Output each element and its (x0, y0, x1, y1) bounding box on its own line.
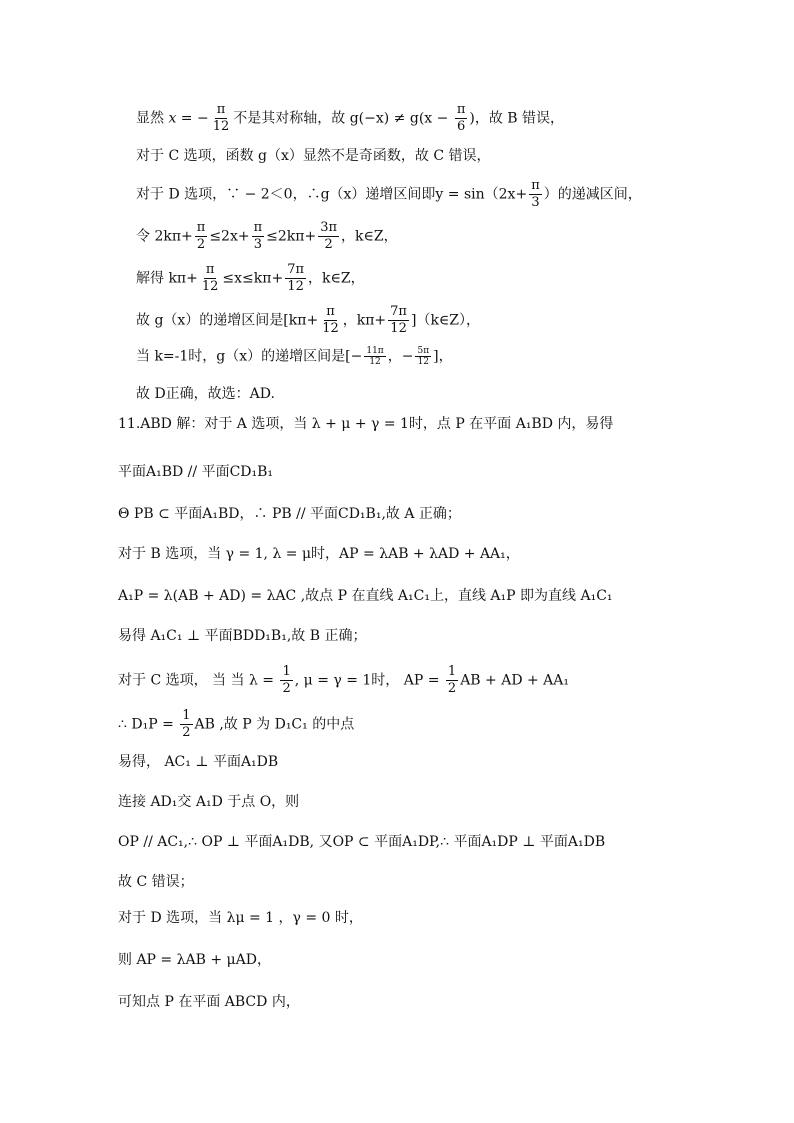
denominator: 2 (196, 237, 206, 252)
denominator: 2 (447, 681, 457, 696)
denominator: 12 (287, 279, 304, 294)
line-3 (136, 178, 642, 211)
denominator: 12 (322, 321, 339, 336)
line-23: 可知点 P 在平面 ABCD 内， (118, 994, 300, 1010)
line-14: 易得 A₁C₁ ⊥ 平面BDD₁B₁,故 B 正确； (118, 628, 367, 644)
numerator: 7π (287, 262, 305, 277)
text: ∴ D₁P = (118, 716, 179, 733)
line-17: 易得， AC₁ ⊥ 平面A₁DB (118, 754, 279, 770)
text: 不是其对称轴，故 g(−x) ≠ g(x − (233, 110, 453, 127)
fraction (415, 346, 431, 367)
fraction (195, 220, 208, 253)
line-6 (136, 304, 480, 337)
fraction (252, 220, 265, 253)
math: x = − (168, 110, 209, 127)
fraction (285, 262, 306, 295)
denominator: 2 (182, 725, 191, 740)
text: )，故 B 错误， (469, 110, 565, 127)
fraction (200, 262, 221, 295)
fraction (529, 178, 542, 211)
denominator: 12 (212, 119, 230, 134)
text: 令 2kπ+ (136, 228, 193, 245)
fraction (280, 664, 292, 697)
text: ≤x≤kπ+ (222, 270, 284, 287)
text: ，k∈Z， (341, 228, 398, 245)
line-8: 故 D正确，故选：AD. (136, 386, 275, 402)
text: ≤2x+ (209, 228, 250, 245)
text: 对于 C 选项， 当 当 λ = (118, 672, 279, 689)
denominator: 2 (324, 237, 333, 252)
line-9: 11.ABD 解：对于 A 选项，当 λ + μ + γ = 1时，点 P 在平面 A₁BD 内，易得 (118, 416, 614, 432)
numerator: π (205, 262, 215, 277)
fraction (180, 708, 192, 741)
numerator: π (531, 178, 540, 193)
fraction (388, 304, 409, 337)
fraction (320, 304, 341, 337)
line-13: A₁P = λ(AB + AD) = λAC ,故点 P 在直线 A₁C₁上，直线 A₁P 即为直线 A₁C₁ (118, 588, 613, 604)
numerator: 1 (282, 664, 291, 679)
numerator: π (196, 220, 206, 235)
text: AB ,故 P 为 D₁C₁ 的中点 (194, 716, 355, 733)
text: 故 g（x）的递增区间是[kπ+ (136, 312, 319, 329)
text: , μ = γ = 1时， AP = (294, 672, 444, 689)
numerator: 3π (320, 220, 338, 235)
denominator: 6 (456, 119, 466, 134)
line-15 (118, 664, 569, 697)
line-5 (136, 262, 365, 295)
numerator: 5π (417, 346, 430, 356)
text: 解得 kπ+ (136, 270, 198, 287)
fraction (211, 102, 232, 135)
text: 当 k=-1时，g（x）的递增区间是[− (136, 348, 363, 365)
numerator: 11π (366, 346, 384, 356)
line-21: 对于 D 选项，当 λμ = 1 ，γ = 0 时， (118, 910, 363, 926)
line-2: 对于 C 选项，函数 g（x）显然不是奇函数，故 C 错误， (136, 148, 491, 164)
denominator: 3 (253, 237, 262, 252)
numerator: π (456, 102, 466, 117)
text: ≤2kπ+ (266, 228, 317, 245)
numerator: 1 (447, 664, 457, 679)
numerator: 7π (390, 304, 407, 319)
text: 对于 D 选项，∵ − 2＜0，∴g（x）递增区间即y = sin（2x+ (136, 186, 528, 203)
numerator: π (216, 102, 226, 117)
line-1 (136, 102, 564, 135)
text: ]， (433, 348, 453, 365)
text: AB + AD + AA₁ (460, 672, 570, 689)
line-11: Θ PB ⊂ 平面A₁BD，∴ PB // 平面CD₁B₁,故 A 正确； (118, 506, 461, 522)
text: ]（k∈Z）， (410, 312, 481, 329)
line-19: OP // AC₁,∴ OP ⊥ 平面A₁DB, 又OP ⊂ 平面A₁DP,∴ 平面A₁DP ⊥ 平面A₁DB (118, 834, 606, 850)
denominator: 3 (531, 195, 540, 210)
line-10: 平面A₁BD // 平面CD₁B₁ (118, 464, 274, 480)
line-18: 连接 AD₁交 A₁D 于点 O，则 (118, 794, 300, 810)
numerator: 1 (182, 708, 191, 723)
numerator: π (326, 304, 335, 319)
denominator: 12 (201, 279, 219, 294)
line-22: 则 AP = λAB + μAD， (118, 952, 271, 968)
denominator: 12 (417, 357, 430, 367)
denominator: 2 (282, 681, 291, 696)
fraction (455, 102, 468, 135)
text: ，− (387, 348, 414, 365)
line-4 (136, 220, 398, 253)
text: 显然 (136, 110, 169, 127)
line-12: 对于 B 选项，当 γ = 1, λ = μ时，AP = λAB + λAD + AA₁， (118, 546, 520, 562)
line-7 (136, 346, 453, 367)
numerator: π (253, 220, 263, 235)
fraction (318, 220, 339, 253)
denominator: 12 (390, 321, 407, 336)
line-20: 故 C 错误； (118, 874, 194, 890)
text: ）的递减区间， (543, 186, 642, 203)
text: ，kπ+ (342, 312, 387, 329)
line-16 (118, 708, 354, 741)
text: ，k∈Z， (308, 270, 365, 287)
fraction (364, 346, 385, 367)
denominator: 12 (369, 357, 381, 367)
fraction (446, 664, 458, 697)
